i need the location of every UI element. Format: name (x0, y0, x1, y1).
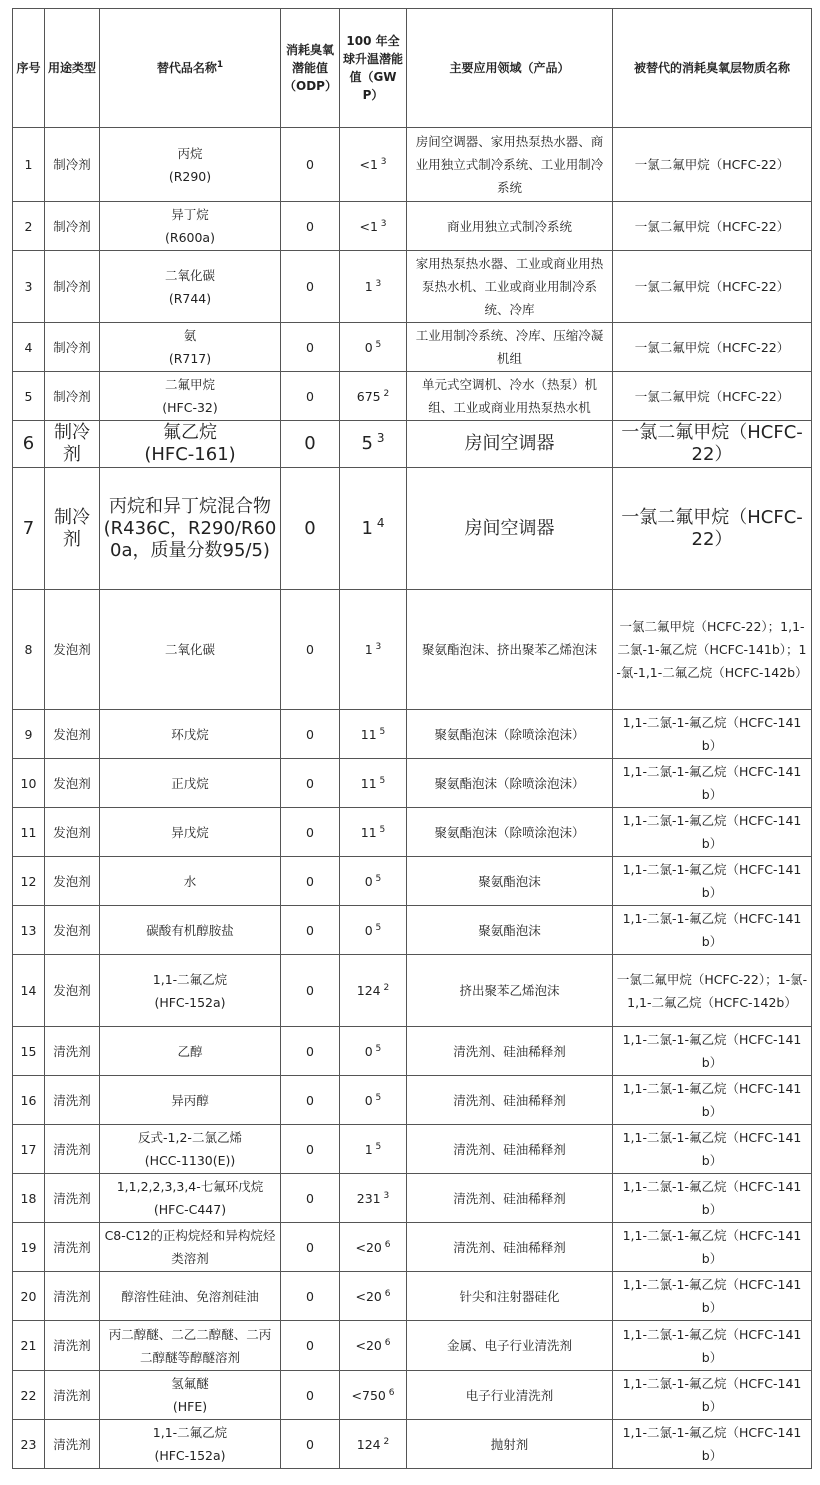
table-row (13, 1371, 812, 1420)
replaced-substance: 一氯二氟甲烷（HCFC-22） (613, 251, 812, 323)
table-row (13, 323, 812, 372)
header-odp: 消耗臭氧潜能值（ODP） (281, 9, 340, 128)
substitute-code: (HCC-1130(E)) (144, 1153, 236, 1168)
usage-type: 发泡剂 (45, 590, 100, 710)
gwp-value: 1 (364, 642, 373, 657)
application-field: 抛射剂 (407, 1420, 613, 1469)
application-field: 商业用独立式制冷系统 (407, 202, 613, 251)
header-gwp: 100 年全球升温潜能值（GWP） (340, 9, 407, 128)
gwp-value: 675 (356, 388, 381, 404)
substitute-code: (HFC-152a) (154, 994, 226, 1010)
replaced-substance: 1,1-二氯-1-氟乙烷（HCFC-141b） (613, 759, 812, 808)
gwp-footnote: 3 (372, 641, 382, 652)
gwp-footnote: 5 (372, 1092, 382, 1103)
gwp-cell (340, 1420, 407, 1469)
table-body (13, 128, 812, 1469)
replaced-substance: 1,1-二氯-1-氟乙烷（HCFC-141b） (613, 1223, 812, 1272)
odp-value: 0 (281, 759, 340, 808)
row-number: 10 (13, 759, 45, 808)
substitute-name-cell (100, 468, 281, 590)
odp-value: 0 (281, 710, 340, 759)
table-row (13, 1076, 812, 1125)
substitute-name-cell (100, 251, 281, 323)
substitute-name-cell (100, 710, 281, 759)
substitute-name: 二氧化碳 (164, 267, 215, 283)
application-field: 家用热泵热水器、工业或商业用热泵热水机、工业或商业用制冷系统、冷库 (407, 251, 613, 323)
substitute-code: (R436C，R290/R600a，质量分数95/5) (103, 517, 277, 561)
odp-value: 0 (281, 421, 340, 468)
gwp-cell (340, 1371, 407, 1420)
gwp-footnote: 5 (376, 824, 386, 835)
table-row (13, 857, 812, 906)
gwp-cell (340, 1223, 407, 1272)
substitute-name: 1,1-二氟乙烷 (152, 971, 228, 987)
gwp-value: 11 (360, 824, 377, 840)
gwp-value: 11 (360, 726, 377, 742)
substitute-name: 二氟甲烷 (164, 377, 215, 392)
gwp-footnote: 6 (385, 1387, 395, 1398)
substitute-name-cell (100, 1027, 281, 1076)
substitute-code: (HFC-32) (162, 400, 218, 415)
odp-value: 0 (281, 128, 340, 202)
substitute-name: 正戊烷 (171, 775, 209, 791)
substitute-name: 二氧化碳 (164, 642, 215, 657)
gwp-cell (340, 955, 407, 1027)
table-row (13, 808, 812, 857)
row-number: 9 (13, 710, 45, 759)
gwp-cell (340, 808, 407, 857)
gwp-footnote: 3 (377, 218, 387, 229)
gwp-footnote: 3 (372, 278, 382, 289)
application-field: 聚氨酯泡沫（除喷涂泡沫） (407, 808, 613, 857)
odp-value: 0 (281, 1076, 340, 1125)
gwp-value: 124 (356, 1436, 381, 1452)
table-row (13, 1125, 812, 1174)
replaced-substance: 1,1-二氯-1-氟乙烷（HCFC-141b） (613, 1125, 812, 1174)
gwp-footnote: 2 (380, 388, 390, 399)
gwp-cell (340, 590, 407, 710)
odp-value: 0 (281, 906, 340, 955)
application-field: 清洗剂、硅油稀释剂 (407, 1027, 613, 1076)
replaced-substance: 一氯二氟甲烷（HCFC-22） (613, 421, 812, 468)
odp-value: 0 (281, 1125, 340, 1174)
row-number: 23 (13, 1420, 45, 1469)
table-row (13, 1174, 812, 1223)
substitutes-table (12, 8, 812, 1469)
table-row (13, 1420, 812, 1469)
table-row (13, 468, 812, 590)
gwp-cell (340, 1027, 407, 1076)
application-field: 清洗剂、硅油稀释剂 (407, 1174, 613, 1223)
substitute-name-cell (100, 759, 281, 808)
substitute-name: 1,1,2,2,3,3,4-七氟环戊烷 (116, 1179, 264, 1194)
substitute-code: (HFC-C447) (153, 1202, 227, 1217)
application-field: 挤出聚苯乙烯泡沫 (407, 955, 613, 1027)
substitute-code: (HFE) (172, 1399, 208, 1414)
usage-type: 清洗剂 (45, 1125, 100, 1174)
odp-value: 0 (281, 808, 340, 857)
application-field: 清洗剂、硅油稀释剂 (407, 1125, 613, 1174)
gwp-value: 5 (361, 433, 373, 454)
gwp-cell (340, 759, 407, 808)
application-field: 房间空调器 (407, 468, 613, 590)
usage-type: 清洗剂 (45, 1371, 100, 1420)
header-application: 主要应用领域（产品） (407, 9, 613, 128)
application-field: 清洗剂、硅油稀释剂 (407, 1223, 613, 1272)
replaced-substance: 1,1-二氯-1-氟乙烷（HCFC-141b） (613, 1420, 812, 1469)
gwp-value: <20 (355, 1239, 382, 1255)
usage-type: 制冷剂 (45, 128, 100, 202)
substitute-name: 碳酸有机醇胺盐 (146, 922, 234, 938)
substitute-name: 氨 (183, 328, 197, 343)
application-field: 聚氨酯泡沫、挤出聚苯乙烯泡沫 (407, 590, 613, 710)
usage-type: 清洗剂 (45, 1076, 100, 1125)
gwp-cell (340, 128, 407, 202)
gwp-cell (340, 421, 407, 468)
odp-value: 0 (281, 1027, 340, 1076)
odp-value: 0 (281, 468, 340, 590)
table-row (13, 710, 812, 759)
substitute-name-cell (100, 1125, 281, 1174)
row-number: 4 (13, 323, 45, 372)
usage-type: 发泡剂 (45, 955, 100, 1027)
gwp-footnote: 3 (380, 1190, 390, 1201)
replaced-substance: 1,1-二氯-1-氟乙烷（HCFC-141b） (613, 1076, 812, 1125)
table-row (13, 906, 812, 955)
substitute-name: 丙烷 (177, 145, 203, 161)
header-replaced: 被替代的消耗臭氧层物质名称 (613, 9, 812, 128)
gwp-value: <750 (351, 1387, 386, 1403)
substitute-name: 丙二醇醚、二乙二醇醚、二丙二醇醚等醇醚溶剂 (108, 1326, 272, 1365)
gwp-cell (340, 202, 407, 251)
gwp-value: <1 (359, 157, 378, 172)
gwp-cell (340, 372, 407, 421)
substitute-name-cell (100, 372, 281, 421)
gwp-cell (340, 1174, 407, 1223)
odp-value: 0 (281, 202, 340, 251)
gwp-footnote: 2 (380, 1436, 390, 1447)
table-row (13, 1272, 812, 1321)
application-field: 聚氨酯泡沫 (407, 857, 613, 906)
row-number: 11 (13, 808, 45, 857)
substitute-name: 异戊烷 (171, 824, 209, 840)
substitute-name: 丙烷和异丁烷混合物 (109, 495, 271, 517)
row-number: 5 (13, 372, 45, 421)
usage-type: 发泡剂 (45, 710, 100, 759)
row-number: 8 (13, 590, 45, 710)
substitute-name-cell (100, 323, 281, 372)
replaced-substance: 1,1-二氯-1-氟乙烷（HCFC-141b） (613, 906, 812, 955)
odp-value: 0 (281, 857, 340, 906)
gwp-footnote: 5 (376, 775, 386, 786)
application-field: 针尖和注射器硅化 (407, 1272, 613, 1321)
header-no: 序号 (13, 9, 45, 128)
substitute-code: (R290) (168, 168, 212, 184)
usage-type: 清洗剂 (45, 1272, 100, 1321)
gwp-cell (340, 323, 407, 372)
replaced-substance: 1,1-二氯-1-氟乙烷（HCFC-141b） (613, 1371, 812, 1420)
table-row (13, 251, 812, 323)
gwp-value: 1 (361, 517, 373, 539)
row-number: 1 (13, 128, 45, 202)
usage-type: 清洗剂 (45, 1174, 100, 1223)
application-field: 单元式空调机、冷水（热泵）机组、工业或商业用热泵热水机 (407, 372, 613, 421)
header-type: 用途类型 (45, 9, 100, 128)
usage-type: 清洗剂 (45, 1420, 100, 1469)
gwp-footnote: 6 (381, 1337, 391, 1348)
table-row (13, 955, 812, 1027)
gwp-cell (340, 857, 407, 906)
replaced-substance: 1,1-二氯-1-氟乙烷（HCFC-141b） (613, 808, 812, 857)
gwp-footnote: 3 (373, 431, 385, 445)
odp-value: 0 (281, 1420, 340, 1469)
row-number: 22 (13, 1371, 45, 1420)
odp-value: 0 (281, 1223, 340, 1272)
row-number: 14 (13, 955, 45, 1027)
odp-value: 0 (281, 1371, 340, 1420)
usage-type: 发泡剂 (45, 759, 100, 808)
replaced-substance: 一氯二氟甲烷（HCFC-22） (613, 323, 812, 372)
gwp-value: 231 (356, 1190, 381, 1206)
row-number: 3 (13, 251, 45, 323)
replaced-substance: 1,1-二氯-1-氟乙烷（HCFC-141b） (613, 1321, 812, 1371)
substitute-name-cell (100, 808, 281, 857)
substitute-name-cell (100, 1371, 281, 1420)
table-row (13, 1223, 812, 1272)
usage-type: 制冷剂 (45, 202, 100, 251)
gwp-cell (340, 1076, 407, 1125)
substitute-name: 醇溶性硅油、免溶剂硅油 (121, 1288, 259, 1304)
gwp-value: 0 (364, 1043, 373, 1059)
row-number: 7 (13, 468, 45, 590)
odp-value: 0 (281, 590, 340, 710)
substitute-name: 氟乙烷 (163, 422, 217, 443)
replaced-substance: 一氯二氟甲烷（HCFC-22） (613, 468, 812, 590)
usage-type: 发泡剂 (45, 906, 100, 955)
replaced-substance: 一氯二氟甲烷（HCFC-22） (613, 128, 812, 202)
replaced-substance: 1,1-二氯-1-氟乙烷（HCFC-141b） (613, 710, 812, 759)
row-number: 19 (13, 1223, 45, 1272)
substitute-name-cell (100, 1272, 281, 1321)
gwp-value: 0 (364, 922, 373, 938)
application-field: 房间空调器、家用热泵热水器、商业用独立式制冷系统、工业用制冷系统 (407, 128, 613, 202)
row-number: 21 (13, 1321, 45, 1371)
substitute-name: 水 (183, 873, 197, 889)
odp-value: 0 (281, 1174, 340, 1223)
odp-value: 0 (281, 1272, 340, 1321)
odp-value: 0 (281, 955, 340, 1027)
header-name (100, 9, 281, 128)
application-field: 清洗剂、硅油稀释剂 (407, 1076, 613, 1125)
gwp-value: 0 (364, 873, 373, 889)
header-name-text: 替代品名称 (156, 61, 217, 75)
row-number: 17 (13, 1125, 45, 1174)
substitute-name-cell (100, 1420, 281, 1469)
gwp-cell (340, 1321, 407, 1371)
application-field: 聚氨酯泡沫（除喷涂泡沫） (407, 710, 613, 759)
substitute-name: 反式-1,2-二氯乙烯 (138, 1130, 242, 1145)
usage-type: 清洗剂 (45, 1223, 100, 1272)
table-row (13, 1321, 812, 1371)
gwp-footnote: 6 (381, 1239, 391, 1250)
gwp-cell (340, 710, 407, 759)
gwp-cell (340, 1272, 407, 1321)
replaced-substance: 1,1-二氯-1-氟乙烷（HCFC-141b） (613, 1272, 812, 1321)
application-field: 房间空调器 (407, 421, 613, 468)
substitute-name-cell (100, 1076, 281, 1125)
table-row (13, 590, 812, 710)
substitute-name-cell (100, 857, 281, 906)
substitute-name: 1,1-二氟乙烷 (152, 1425, 228, 1440)
substitute-name-cell (100, 128, 281, 202)
row-number: 16 (13, 1076, 45, 1125)
table-row (13, 372, 812, 421)
replaced-substance: 一氯二氟甲烷（HCFC-22） (613, 202, 812, 251)
table-row (13, 202, 812, 251)
usage-type: 制冷剂 (45, 468, 100, 590)
table-row (13, 421, 812, 468)
gwp-footnote: 5 (372, 339, 382, 350)
usage-type: 发泡剂 (45, 857, 100, 906)
usage-type: 制冷剂 (45, 372, 100, 421)
gwp-cell (340, 251, 407, 323)
table-row (13, 759, 812, 808)
gwp-value: <20 (355, 1288, 382, 1304)
usage-type: 清洗剂 (45, 1027, 100, 1076)
substitute-name-cell (100, 906, 281, 955)
usage-type: 发泡剂 (45, 808, 100, 857)
gwp-cell (340, 1125, 407, 1174)
application-field: 聚氨酯泡沫（除喷涂泡沫） (407, 759, 613, 808)
replaced-substance: 1,1-二氯-1-氟乙烷（HCFC-141b） (613, 1174, 812, 1223)
table-row (13, 128, 812, 202)
row-number: 13 (13, 906, 45, 955)
replaced-substance: 一氯二氟甲烷（HCFC-22）；1,1-二氯-1-氟乙烷（HCFC-141b）；1-氯-1,1-二氟乙烷（HCFC-142b） (613, 590, 812, 710)
row-number: 12 (13, 857, 45, 906)
table-row (13, 1027, 812, 1076)
replaced-substance: 1,1-二氯-1-氟乙烷（HCFC-141b） (613, 857, 812, 906)
gwp-footnote: 6 (381, 1288, 391, 1299)
application-field: 工业用制冷系统、冷库、压缩冷凝机组 (407, 323, 613, 372)
odp-value: 0 (281, 251, 340, 323)
application-field: 金属、电子行业清洗剂 (407, 1321, 613, 1371)
substitute-name-cell (100, 1223, 281, 1272)
substitute-code: (HFC-152a) (154, 1448, 226, 1463)
gwp-footnote: 4 (373, 515, 385, 530)
substitute-name-cell (100, 590, 281, 710)
gwp-footnote: 5 (376, 726, 386, 737)
gwp-footnote: 5 (372, 1043, 382, 1054)
gwp-footnote: 5 (372, 873, 382, 884)
usage-type: 制冷剂 (45, 323, 100, 372)
substitute-code: (HFC-161) (144, 444, 236, 465)
substitute-name: 环戊烷 (171, 726, 209, 742)
replaced-substance: 一氯二氟甲烷（HCFC-22） (613, 372, 812, 421)
substitute-name: 乙醇 (177, 1043, 203, 1059)
substitute-name: 异丙醇 (171, 1092, 209, 1108)
gwp-footnote: 3 (377, 156, 387, 167)
gwp-cell (340, 906, 407, 955)
substitute-name-cell (100, 1321, 281, 1371)
application-field: 电子行业清洗剂 (407, 1371, 613, 1420)
usage-type: 制冷剂 (45, 251, 100, 323)
substitute-name-cell (100, 421, 281, 468)
gwp-value: 0 (364, 1092, 373, 1108)
header-row (13, 9, 812, 128)
substitute-name-cell (100, 202, 281, 251)
odp-value: 0 (281, 323, 340, 372)
gwp-value: 0 (364, 339, 373, 355)
row-number: 6 (13, 421, 45, 468)
substitute-name-cell (100, 1174, 281, 1223)
substitute-name: 氢氟醚 (171, 1376, 209, 1391)
gwp-footnote: 5 (372, 922, 382, 933)
substitute-name: C8-C12的正构烷烃和异构烷烃类溶剂 (104, 1228, 276, 1266)
replaced-substance: 1,1-二氯-1-氟乙烷（HCFC-141b） (613, 1027, 812, 1076)
gwp-footnote: 5 (372, 1141, 382, 1152)
gwp-value: <1 (359, 218, 378, 234)
gwp-value: 11 (360, 775, 377, 791)
gwp-value: 124 (356, 983, 381, 998)
header-name-footnote: 1 (216, 60, 224, 70)
replaced-substance: 一氯二氟甲烷（HCFC-22）；1-氯-1,1-二氟乙烷（HCFC-142b） (613, 955, 812, 1027)
substitute-name-cell (100, 955, 281, 1027)
application-field: 聚氨酯泡沫 (407, 906, 613, 955)
row-number: 2 (13, 202, 45, 251)
substitute-code: (R717) (168, 351, 212, 366)
row-number: 18 (13, 1174, 45, 1223)
gwp-value: 1 (364, 279, 373, 294)
usage-type: 清洗剂 (45, 1321, 100, 1371)
gwp-value: <20 (355, 1338, 382, 1353)
gwp-footnote: 2 (380, 982, 390, 993)
odp-value: 0 (281, 372, 340, 421)
substitute-code: (R744) (168, 290, 212, 306)
gwp-cell (340, 468, 407, 590)
gwp-value: 1 (364, 1141, 373, 1157)
usage-type: 制冷剂 (45, 421, 100, 468)
substitute-code: (R600a) (165, 230, 215, 245)
row-number: 20 (13, 1272, 45, 1321)
odp-value: 0 (281, 1321, 340, 1371)
substitute-name: 异丁烷 (171, 207, 209, 222)
row-number: 15 (13, 1027, 45, 1076)
